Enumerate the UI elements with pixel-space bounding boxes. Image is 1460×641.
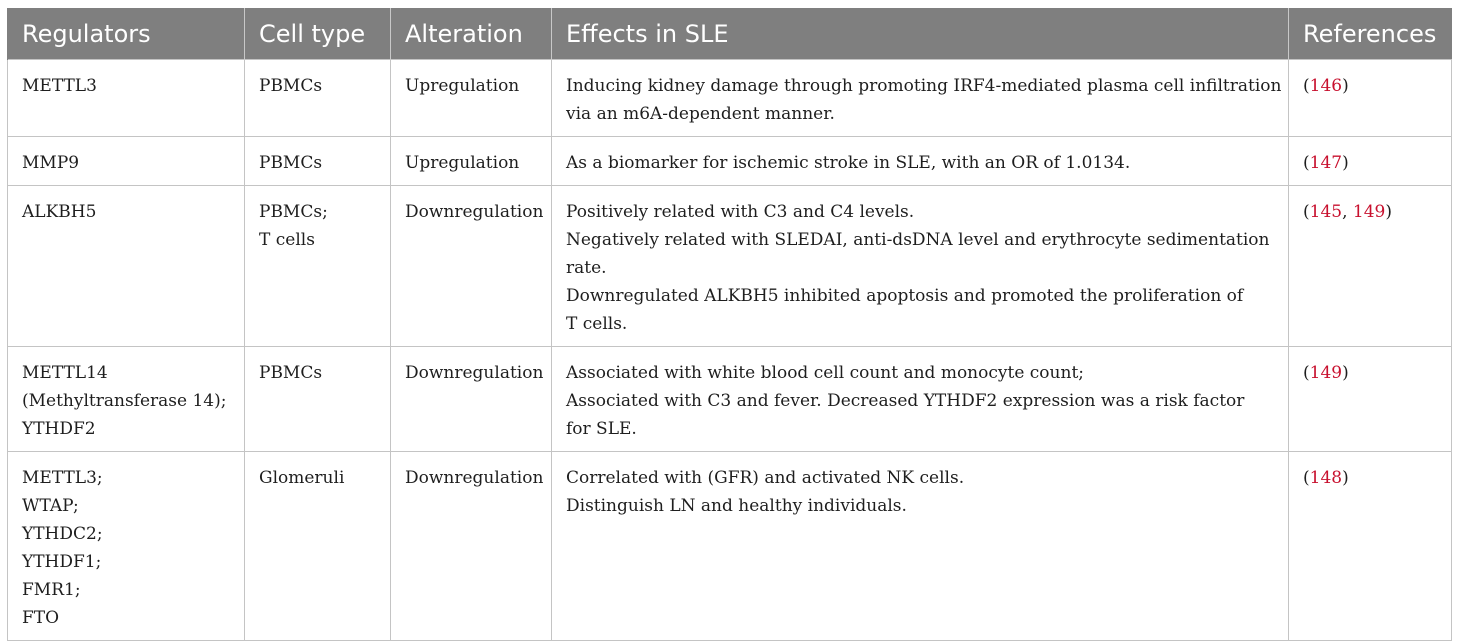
regulators-cell-line: (Methyltransferase 14); [22,391,227,411]
reference-link[interactable]: 148 [1309,468,1343,488]
effects-cell [552,347,1289,452]
header-cell-type: Cell type [245,8,391,60]
effects-cell-line: rate. [566,258,607,278]
table-row [8,60,1452,137]
regulators-cell [8,137,245,186]
reference-link[interactable]: 149 [1352,202,1386,222]
regulators-cell-line: MMP9 [22,153,80,173]
table-row [8,347,1452,452]
regulators-cell-line: YTHDF2 [22,419,96,439]
effects-cell-line: Associated with C3 and fever. Decreased YTHDF2 expression was a risk factor [566,391,1245,411]
cell-type-cell [245,452,391,641]
effects-cell-line: Downregulated ALKBH5 inhibited apoptosis and promoted the proliferation of [566,286,1244,306]
effects-cell-line: Negatively related with SLEDAI, anti-dsDNA level and erythrocyte sedimentation [566,230,1270,250]
regulators-cell-line: FTO [22,608,60,628]
effects-cell-line: Inducing kidney damage through promoting IRF4-mediated plasma cell infiltration [566,76,1282,96]
header-alteration: Alteration [391,8,552,60]
alteration-cell: Downregulation [391,347,552,452]
regulators-cell-line: FMR1; [22,580,81,600]
cell-type-cell-line: PBMCs [259,153,323,173]
effects-cell-line: Correlated with (GFR) and activated NK cells. [566,468,965,488]
references-cell: (148) [1289,452,1452,641]
effects-cell [552,186,1289,347]
regulators-cell-line: ALKBH5 [22,202,97,222]
cell-type-cell [245,347,391,452]
effects-cell-line: via an m6A-dependent manner. [566,104,835,124]
alteration-cell: Downregulation [391,186,552,347]
table-row [8,137,1452,186]
effects-cell-line: Positively related with C3 and C4 levels. [566,202,915,222]
alteration-cell: Downregulation [391,452,552,641]
effects-cell-line: Associated with white blood cell count and monocyte count; [566,363,1085,383]
header-regulators: Regulators [8,8,245,60]
regulators-table [7,8,1452,641]
cell-type-cell-line: PBMCs [259,76,323,96]
header-row [8,8,1452,60]
regulators-cell-line: YTHDF1; [22,552,102,572]
effects-cell-line: T cells. [566,314,628,334]
table-body [8,60,1452,641]
cell-type-cell-line: Glomeruli [259,468,345,488]
effects-cell-line: Distinguish LN and healthy individuals. [566,496,907,516]
effects-cell [552,60,1289,137]
header-effects: Effects in SLE [552,8,1289,60]
regulators-cell [8,186,245,347]
references-cell: (146) [1289,60,1452,137]
reference-link[interactable]: 149 [1309,363,1343,383]
table-row [8,452,1452,641]
cell-type-cell [245,186,391,347]
reference-link[interactable]: 147 [1309,153,1343,173]
effects-cell-line: for SLE. [566,419,637,439]
regulators-cell-line: METTL14 [22,363,108,383]
alteration-cell: Upregulation [391,60,552,137]
cell-type-cell-line: T cells [259,230,315,250]
alteration-cell: Upregulation [391,137,552,186]
regulators-cell-line: METTL3 [22,76,97,96]
regulators-cell [8,347,245,452]
regulators-cell-line: METTL3; [22,468,103,488]
regulators-cell [8,452,245,641]
reference-link[interactable]: 145 [1309,202,1343,222]
reference-link[interactable]: 146 [1309,76,1343,96]
cell-type-cell [245,137,391,186]
header-references: References [1289,8,1452,60]
references-cell: (145, 149) [1289,186,1452,347]
table-row [8,186,1452,347]
effects-cell [552,452,1289,641]
regulators-cell-line: YTHDC2; [22,524,103,544]
cell-type-cell-line: PBMCs [259,363,323,383]
references-cell: (147) [1289,137,1452,186]
effects-cell [552,137,1289,186]
regulators-cell-line: WTAP; [22,496,79,516]
cell-type-cell [245,60,391,137]
cell-type-cell-line: PBMCs; [259,202,328,222]
effects-cell-line: As a biomarker for ischemic stroke in SLE, with an OR of 1.0134. [566,153,1131,173]
regulators-cell [8,60,245,137]
references-cell: (149) [1289,347,1452,452]
